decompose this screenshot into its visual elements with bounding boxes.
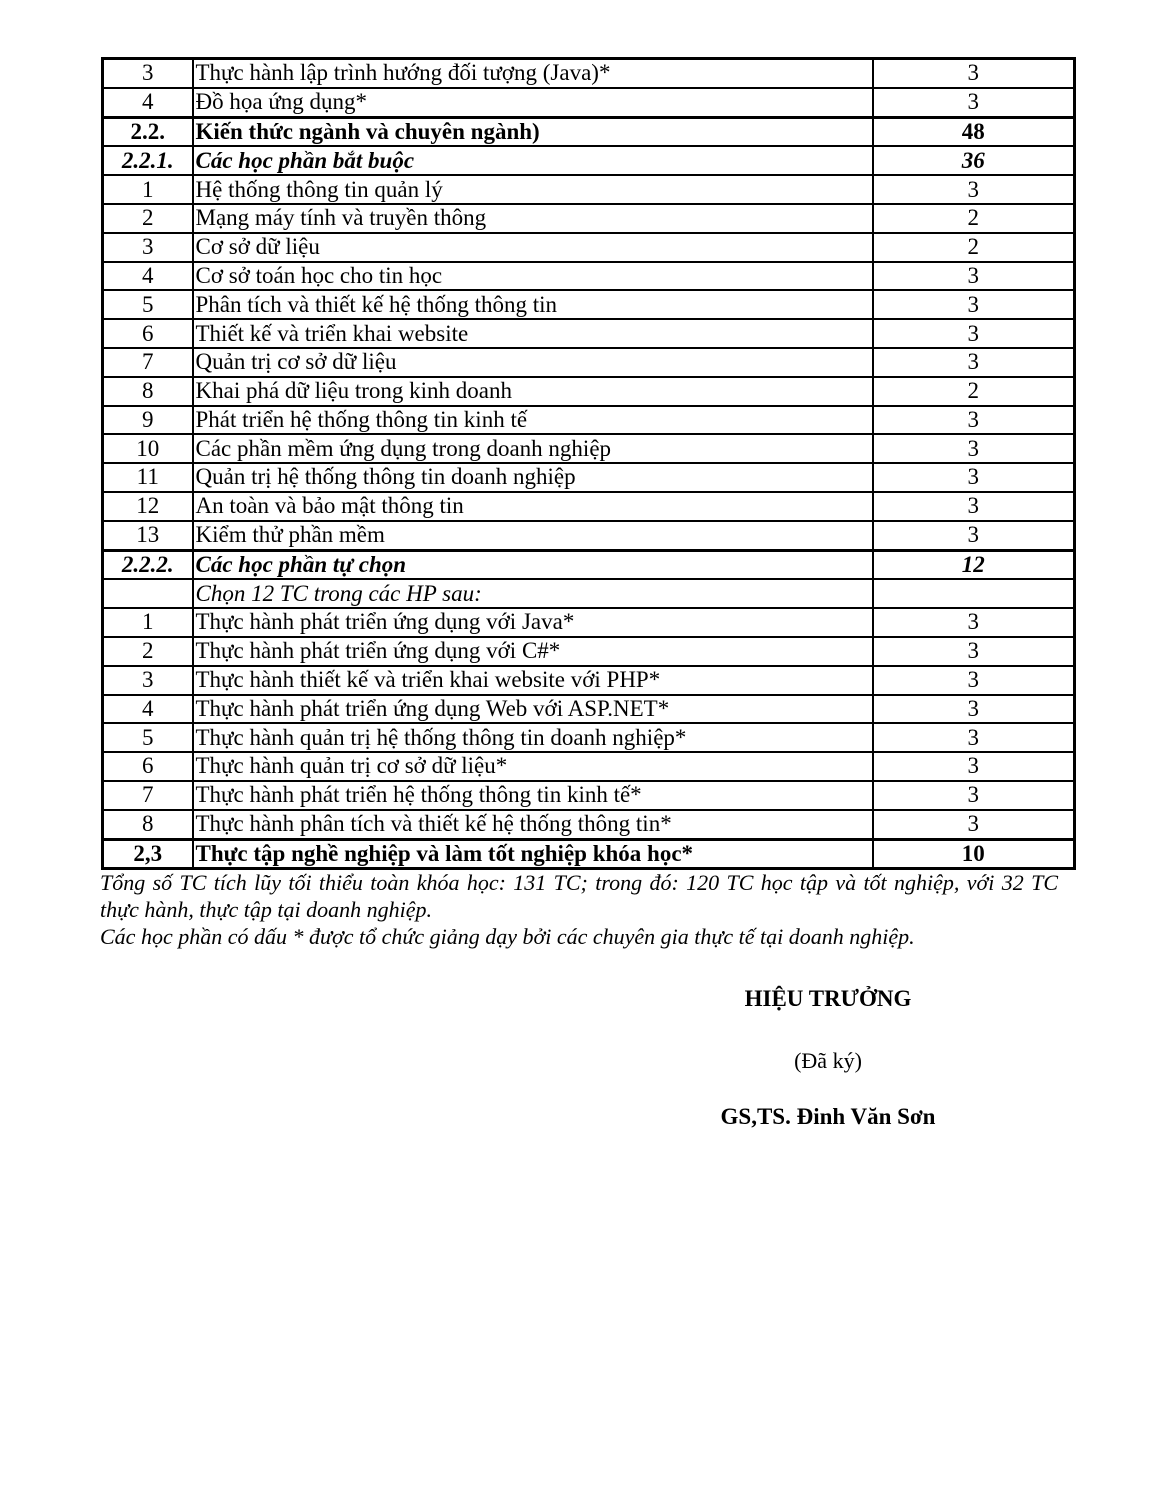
table-row-section [103, 839, 1075, 869]
course-name-cell: Thực hành phát triển ứng dụng Web với ASP.NET* [193, 695, 873, 724]
table-row [103, 377, 1075, 406]
credits-cell: 3 [873, 59, 1075, 88]
credits-cell: 3 [873, 406, 1075, 435]
table-row [103, 348, 1075, 377]
row-no-cell: 13 [103, 521, 193, 550]
table-row [103, 204, 1075, 233]
row-no-cell: 2 [103, 204, 193, 233]
row-no-cell: 2.2. [103, 117, 193, 146]
course-name-cell: Thực hành quản trị cơ sở dữ liệu* [193, 752, 873, 781]
row-no-cell: 7 [103, 781, 193, 810]
table-row [103, 492, 1075, 521]
row-no-cell: 3 [103, 666, 193, 695]
course-name-cell: Các học phần bắt buộc [193, 146, 873, 175]
course-name-cell: Thực hành phát triển ứng dụng với C#* [193, 637, 873, 666]
row-no-cell: 4 [103, 262, 193, 291]
table-row [103, 695, 1075, 724]
row-no-cell: 4 [103, 695, 193, 724]
table-row [103, 723, 1075, 752]
total-credits-note: Tổng số TC tích lũy tối thiểu toàn khóa học: 131 TC; trong đó: 120 TC học tập và tốt nghiệp, với 32 TC thực hành, thực tập tại doanh nghiệp. [100, 870, 1058, 922]
row-no-cell: 8 [103, 377, 193, 406]
row-no-cell: 11 [103, 463, 193, 492]
credits-cell: 12 [873, 550, 1075, 579]
course-name-cell: Thực tập nghề nghiệp và làm tốt nghiệp khóa học* [193, 839, 873, 869]
row-no-cell: 2.2.2. [103, 550, 193, 579]
row-no-cell: 3 [103, 59, 193, 88]
table-row [103, 290, 1075, 319]
row-no-cell: 3 [103, 233, 193, 262]
course-name-cell: Thực hành phát triển hệ thống thông tin kinh tế* [193, 781, 873, 810]
course-name-cell: Mạng máy tính và truyền thông [193, 204, 873, 233]
signature-block [628, 986, 1028, 1130]
table-row [103, 262, 1075, 291]
course-name-cell: Cơ sở dữ liệu [193, 233, 873, 262]
course-name-cell: Các học phần tự chọn [193, 550, 873, 579]
credits-cell: 3 [873, 319, 1075, 348]
credits-cell: 3 [873, 723, 1075, 752]
table-row-subsection [103, 146, 1075, 175]
row-no-cell: 12 [103, 492, 193, 521]
course-name-cell: Phân tích và thiết kế hệ thống thông tin [193, 290, 873, 319]
table-row [103, 319, 1075, 348]
row-no-cell: 2.2.1. [103, 146, 193, 175]
credits-cell: 3 [873, 781, 1075, 810]
course-name-cell: Thực hành quản trị hệ thống thông tin doanh nghiệp* [193, 723, 873, 752]
credits-cell [873, 579, 1075, 608]
credits-cell: 3 [873, 175, 1075, 204]
course-name-cell: Quản trị hệ thống thông tin doanh nghiệp [193, 463, 873, 492]
credits-cell: 3 [873, 608, 1075, 637]
course-name-cell: Thực hành phân tích và thiết kế hệ thống thông tin* [193, 810, 873, 839]
row-no-cell: 8 [103, 810, 193, 839]
table-row [103, 810, 1075, 839]
row-no-cell: 2,3 [103, 839, 193, 869]
credits-cell: 3 [873, 666, 1075, 695]
credits-cell: 2 [873, 204, 1075, 233]
table-row [103, 752, 1075, 781]
credits-cell: 3 [873, 752, 1075, 781]
table-row [103, 781, 1075, 810]
curriculum-table [101, 57, 1076, 870]
course-name-cell: Thực hành thiết kế và triển khai website với PHP* [193, 666, 873, 695]
row-no-cell: 5 [103, 290, 193, 319]
row-no-cell: 7 [103, 348, 193, 377]
course-name-cell: Kiến thức ngành và chuyên ngành) [193, 117, 873, 146]
table-row [103, 175, 1075, 204]
credits-cell: 3 [873, 492, 1075, 521]
credits-cell: 36 [873, 146, 1075, 175]
course-name-cell: Quản trị cơ sở dữ liệu [193, 348, 873, 377]
table-row [103, 608, 1075, 637]
course-name-cell: Chọn 12 TC trong các HP sau: [193, 579, 873, 608]
row-no-cell: 1 [103, 608, 193, 637]
course-name-cell: Cơ sở toán học cho tin học [193, 262, 873, 291]
table-row [103, 88, 1075, 117]
table-row [103, 463, 1075, 492]
credits-cell: 3 [873, 463, 1075, 492]
table-row [103, 666, 1075, 695]
course-name-cell: Phát triển hệ thống thông tin kinh tế [193, 406, 873, 435]
table-row [103, 406, 1075, 435]
table-row [103, 637, 1075, 666]
row-no-cell: 9 [103, 406, 193, 435]
table-row [103, 521, 1075, 550]
signer-name: GS,TS. Đinh Văn Sơn [720, 1104, 936, 1129]
row-no-cell: 4 [103, 88, 193, 117]
course-name-cell: Thực hành lập trình hướng đối tượng (Java)* [193, 59, 873, 88]
table-row [103, 59, 1075, 88]
credits-cell: 3 [873, 637, 1075, 666]
table-row-section [103, 117, 1075, 146]
row-no-cell: 1 [103, 175, 193, 204]
credits-cell: 3 [873, 262, 1075, 291]
row-no-cell: 10 [103, 434, 193, 463]
row-no-cell: 2 [103, 637, 193, 666]
row-no-cell: 5 [103, 723, 193, 752]
row-no-cell [103, 579, 193, 608]
course-name-cell: Thực hành phát triển ứng dụng với Java* [193, 608, 873, 637]
course-name-cell: An toàn và bảo mật thông tin [193, 492, 873, 521]
table-row-subsection [103, 550, 1075, 579]
credits-cell: 2 [873, 377, 1075, 406]
course-name-cell: Kiểm thử phần mềm [193, 521, 873, 550]
row-no-cell: 6 [103, 319, 193, 348]
course-name-cell: Các phần mềm ứng dụng trong doanh nghiệp [193, 434, 873, 463]
footer-notes [100, 869, 1058, 950]
course-name-cell: Thiết kế và triển khai website [193, 319, 873, 348]
signed-note: (Đã ký) [794, 1048, 862, 1073]
credits-cell: 3 [873, 810, 1075, 839]
course-name-cell: Khai phá dữ liệu trong kinh doanh [193, 377, 873, 406]
row-no-cell: 6 [103, 752, 193, 781]
credits-cell: 10 [873, 839, 1075, 869]
credits-cell: 3 [873, 695, 1075, 724]
credits-cell: 2 [873, 233, 1075, 262]
course-name-cell: Đồ họa ứng dụng* [193, 88, 873, 117]
credits-cell: 48 [873, 117, 1075, 146]
table-row [103, 434, 1075, 463]
credits-cell: 3 [873, 88, 1075, 117]
credits-cell: 3 [873, 290, 1075, 319]
asterisk-note: Các học phần có dấu * được tổ chức giảng dạy bởi các chuyên gia thực tế tại doanh nghiệp. [100, 924, 915, 949]
credits-cell: 3 [873, 434, 1075, 463]
credits-cell: 3 [873, 521, 1075, 550]
table-row-instruction [103, 579, 1075, 608]
course-name-cell: Hệ thống thông tin quản lý [193, 175, 873, 204]
credits-cell: 3 [873, 348, 1075, 377]
signer-title: HIỆU TRƯỞNG [744, 986, 912, 1011]
table-row [103, 233, 1075, 262]
